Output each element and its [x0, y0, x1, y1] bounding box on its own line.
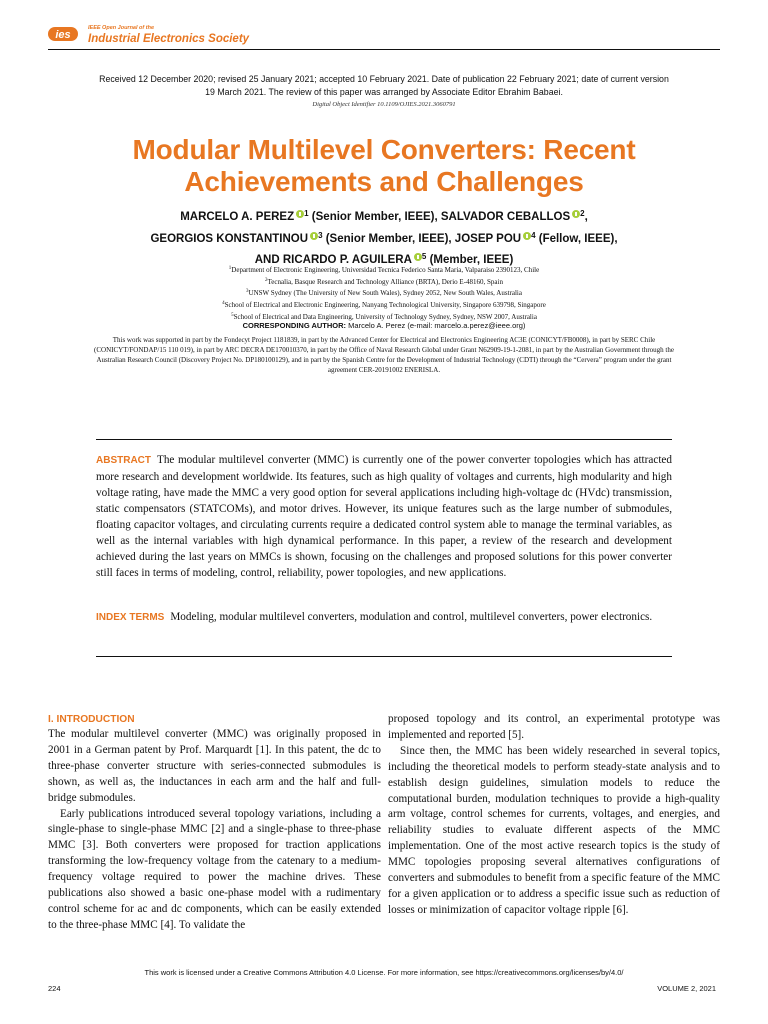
- author-name: (Senior Member, IEEE), JOSEP POU: [325, 232, 522, 245]
- affiliation-ref: 3: [318, 230, 323, 240]
- body-paragraph: Early publications introduced several topology variations, including a single-phase to single-phase MMC [2] and a single-phase to three-phase MMC [3]. Both converters were proposed for traction applications transforming the low-frequency voltage from the catenary to a medium-frequency voltage required to power the machine drives. These publications also showed a basic one-phase model with a rudimentary control scheme for ac and dc components, which can be easily extended to the three-phase MMC [4]. To validate the: [48, 807, 381, 931]
- index-terms-label: INDEX TERMS: [96, 612, 165, 623]
- funding-note: This work was supported in part by the Fondecyt Project 1181839, in part by the Advanced Center for Electrical and Electronics Engineering AC3E (CONICYT/FB0008), in part by SERC Chile (CONICYT/FONDAP/15 110 019), in part by ARC DECRA DE170010370, in part by the Office of Naval Research Global under Grant N62909-19-1-2081, in part by the Australian Government through the Australian Research Council (Discovery Project No. DP180100129), and in part by the Spanish Centre for the Development of Industrial Technology (CDTI) through the “Cervera” program under the grant agreement CER-20191002 ENERISLA.: [94, 336, 674, 374]
- orcid-icon[interactable]: [296, 210, 304, 218]
- affiliation-ref: 2: [580, 209, 585, 218]
- volume-info: VOLUME 2, 2021: [657, 984, 716, 993]
- affiliation: $^1$Department of Electronic Engineering, Universidad Tecnica Federico Santa Maria, Valparaiso 2390123, Chile: [228, 266, 540, 274]
- author-list: [60, 205, 708, 270]
- body-paragraph: The modular multilevel converter (MMC) was originally proposed in 2001 in a German patent by Prof. Marquardt [1]. In this patent, the dc to three-phase converter structure with series-connected submodules is shown, as well as, the inductances in each arm and the half and full-bridge submodules.: [48, 728, 381, 804]
- body-paragraph: Since then, the MMC has been widely researched in several topics, including the theoretical models to perform steady-state analysis and to establish design guidelines, simulation models to reduce the computational burden, modulation techniques to provide a high-quality arm voltage, control schemes for currents, voltages, and energies, and reliability studies to evaluate different aspects of the MMC implementation. One of the most active research topics is the study of MMC topologies proposing several alternatives configurations of converters and submodules to benefit from a specific feature of the MMC for a given application or to address a specific issue such as reduction of losses or minimization of capacitor voltage ripple [6].: [388, 744, 720, 916]
- author-role: (Member, IEEE): [429, 254, 514, 266]
- author-name: AND RICARDO P. AGUILERA: [254, 254, 412, 266]
- orcid-icon[interactable]: [310, 232, 318, 240]
- license-note: This work is licensed under a Creative Commons Attribution 4.0 License. For more information, see https://creativecommons.org/licenses/by/4.0/: [144, 968, 624, 977]
- orcid-icon[interactable]: [523, 232, 531, 240]
- abstract-text: The modular multilevel converter (MMC) is currently one of the power converter topologies which has attracted more research and development worldwide. Its features, such as high quality of voltages and currents, high modularity and high voltage rating, have made the MMC a very good option for several applications including high-voltage dc (HVdc) transmission, static compensators (STATCOMs), and motor drives. However, its unique features such as the large number of submodules, floating capacitor voltages, and circulating currents require a dedicated control system able to manage the terminal variables, as well as the internal variables with high dynamical performance. In this paper, a review of the research and development achieved during the last years on MMCs is shown, focusing on the challenges and proposed solutions for this power converter still faces in terms of modeling, control, reliability, power topologies, and new applications.: [96, 454, 672, 579]
- affiliation: $^5$School of Electrical and Data Engineering, University of Technology Sydney, Sydney, NSW 2007, Australia: [231, 312, 537, 321]
- journal-prefix: IEEE Open Journal of the: [88, 25, 155, 31]
- abstract: [96, 452, 672, 581]
- corresponding-email[interactable]: Marcelo A. Perez (e-mail: marcelo.a.perez@ieee.org): [348, 321, 526, 330]
- author-name: MARCELO A. PEREZ: [180, 211, 295, 223]
- affiliation: $^4$School of Electrical and Electronic Engineering, Nanyang Technological University, Singapore 639798, Singapore: [222, 301, 546, 310]
- ies-logo: [48, 26, 78, 42]
- body-column-left: [48, 712, 381, 934]
- affiliations: [100, 264, 668, 323]
- abstract-label: ABSTRACT: [96, 455, 151, 466]
- author-separator: ,: [584, 211, 588, 223]
- paper-title: Modular Multilevel Converters: Recent Achievements and Challenges: [132, 134, 636, 197]
- index-terms-text: Modeling, modular multilevel converters, modulation and control, multilevel converters, power electronics.: [170, 611, 653, 623]
- body-paragraph: proposed topology and its control, an experimental prototype was implemented and reported [5].: [388, 713, 720, 741]
- abstract-top-rule: [96, 439, 672, 440]
- corresponding-label: CORRESPONDING AUTHOR:: [242, 321, 347, 330]
- abstract-bottom-rule: [96, 656, 672, 657]
- author-name: GEORGIOS KONSTANTINOU: [150, 232, 309, 245]
- body-column-right: [388, 712, 720, 919]
- orcid-icon[interactable]: [414, 253, 422, 261]
- header-divider: [48, 49, 720, 50]
- index-terms: [96, 609, 672, 626]
- doi: Digital Object Identifier 10.1109/OJIES.2021.3060791: [312, 101, 456, 108]
- affiliation-ref: 1: [304, 209, 309, 218]
- received-dates: Received 12 December 2020; revised 25 January 2021; accepted 10 February 2021. Date of publication 22 February 2021; date of current version 19 March 2021. The review of this paper was arranged by Associate Editor Ebrahim Babaei.: [99, 74, 669, 97]
- orcid-icon[interactable]: [572, 210, 580, 218]
- page-number: 224: [48, 984, 61, 993]
- section-heading: I. INTRODUCTION: [48, 714, 135, 725]
- logo-text: ies: [55, 29, 71, 41]
- affiliation: $^2$Tecnalia, Basque Research and Technology Alliance (BRTA), Derio E-48160, Spain: [265, 277, 503, 286]
- affiliation-ref: 4: [531, 230, 536, 240]
- journal-name: Industrial Electronics Society: [88, 33, 250, 45]
- affiliation-ref: 5: [421, 252, 427, 261]
- corresponding-author: [0, 321, 768, 330]
- affiliation: $^3$UNSW Sydney (The University of New South Wales), Sydney 2052, New South Wales, Australia: [246, 289, 522, 298]
- author-name: (Senior Member, IEEE), SALVADOR CEBALLOS: [311, 211, 571, 223]
- author-role: (Fellow, IEEE),: [538, 232, 618, 245]
